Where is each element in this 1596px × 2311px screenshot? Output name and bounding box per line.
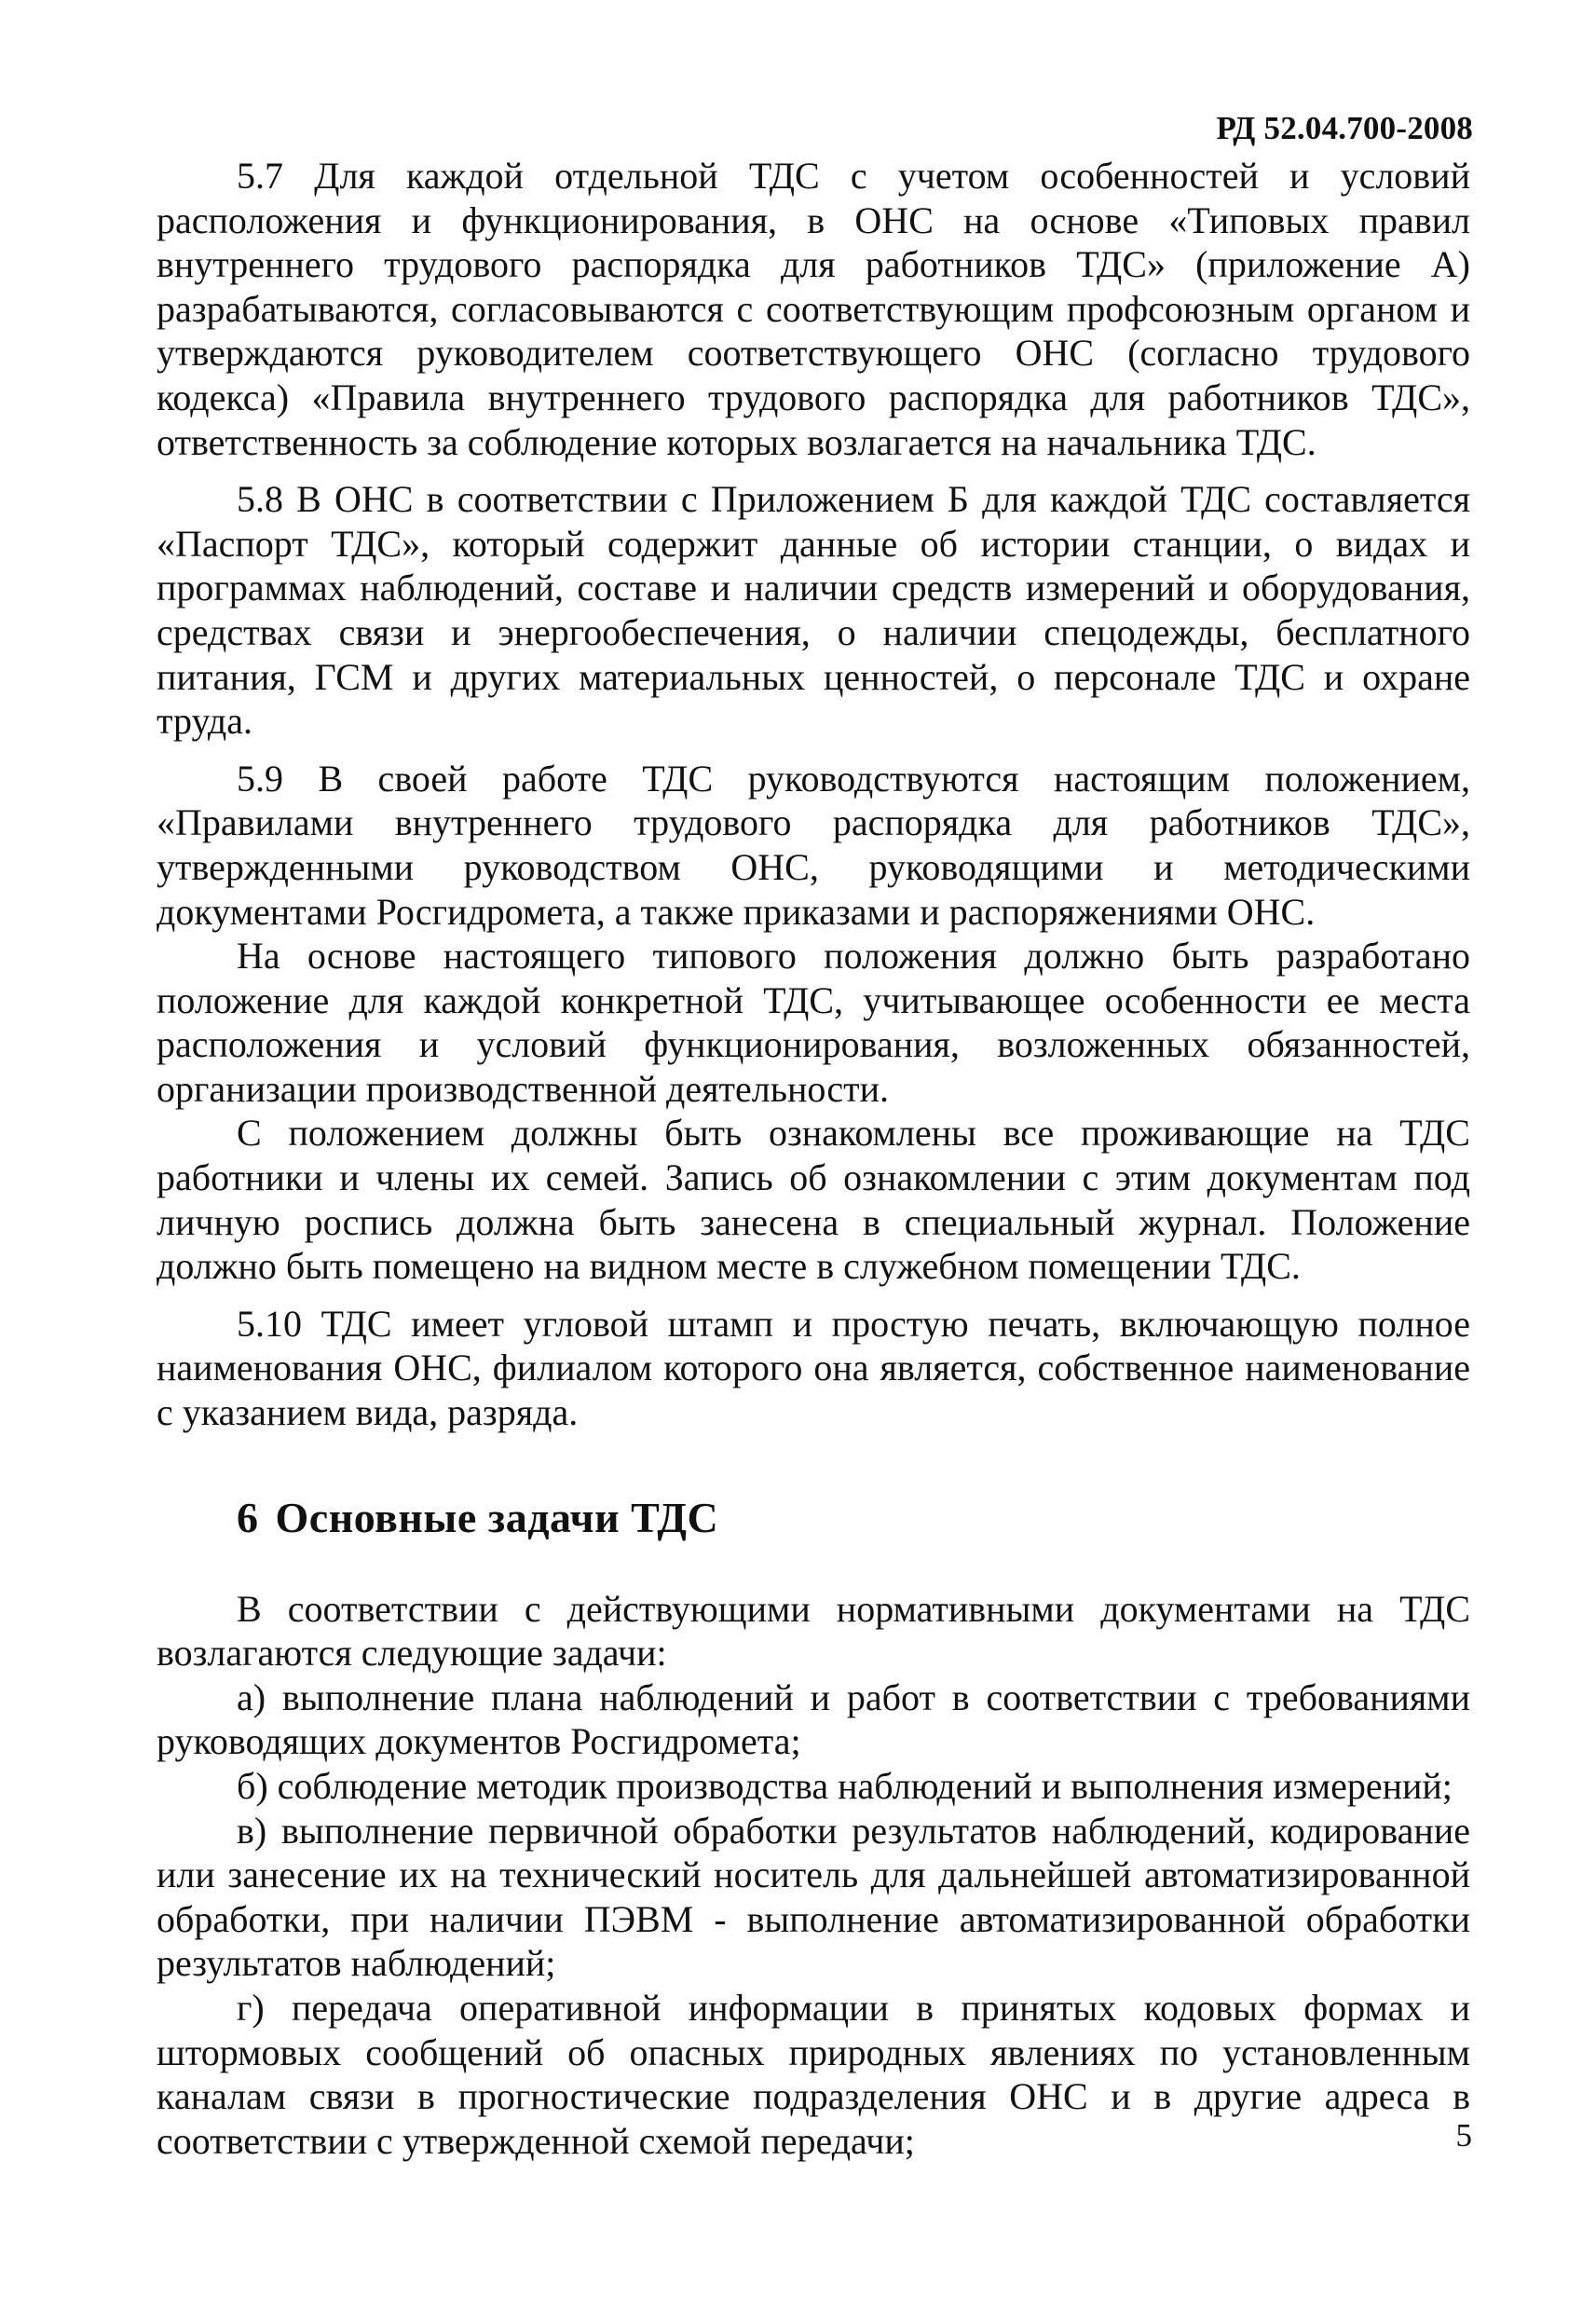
paragraph-5-8: 5.8 В ОНС в соответствии с Приложением Б для каждой ТДС составляется «Паспорт ТДС», который содержит данные об истории станции, о видах и программах наблюдений, составе и наличии средств измерений и оборудования, средствах связи и энергообеспечения, о наличии спецодежды, бесплатного питания, ГСМ и других материальных ценностей, о персонале ТДС и охране труда.: [157, 478, 1470, 743]
section-number: 6: [237, 1493, 259, 1541]
document-code-header: РД 52.04.700-2008: [1216, 110, 1473, 146]
list-item-b: б) соблюдение методик производства наблюдений и выполнения измерений;: [237, 1765, 1453, 1807]
paragraph-5-9: 5.9 В своей работе ТДС руководствуются настоящим положением, «Правилами внутреннего трудового распорядка для работников ТДС», утвержденными руководством ОНС, руководящими и методическими документами Росгидромета, а также приказами и распоряжениями ОНС.: [157, 757, 1470, 933]
paragraph-5-10: 5.10 ТДС имеет угловой штамп и простую печать, включающую полное наименования ОНС, филиалом которого она является, собственное наименование с указанием вида, разряда.: [157, 1302, 1470, 1434]
list-item-a: а) выполнение плана наблюдений и работ в соответствии с требованиями руководящих документов Росгидромета;: [157, 1675, 1470, 1763]
list-item-v: в) выполнение первичной обработки результатов наблюдений, кодирование или занесение их на технический носитель для дальнейшей автоматизированной обработки, при наличии ПЭВМ - выполнение автоматизированной обработки результатов наблюдений;: [157, 1809, 1470, 1985]
paragraph-tasks-intro: В соответствии с действующими нормативными документами на ТДС возлагаются следующие задачи:: [157, 1587, 1470, 1675]
page-number: 5: [1455, 2117, 1472, 2154]
paragraph-5-7: 5.7 Для каждой отдельной ТДС с учетом особенностей и условий расположения и функционирования, в ОНС на основе «Типовых правил внутреннего трудового распорядка для работников ТДС» (приложение А) разрабатываются, согласовываются с соответствующим профсоюзным органом и утверждаются руководителем соответствующего ОНС (согласно трудового кодекса) «Правила внутреннего трудового распорядка для работников ТДС», ответственность за соблюдение которых возлагается на начальника ТДС.: [157, 155, 1470, 463]
page-content: [157, 154, 1470, 2163]
section-heading: [157, 1493, 1470, 1542]
paragraph-acquaintance: С положением должны быть ознакомлены все проживающие на ТДС работники и члены их семей. Запись об ознакомлении с этим документам под личную роспись должна быть занесена в специальный журнал. Положение должно быть помещено на видном месте в служебном помещении ТДС.: [157, 1112, 1470, 1288]
list-item-g: г) передача оперативной информации в принятых кодовых формах и штормовых сообщений об опасных природных явлениях по установленным каналам связи в прогностические подразделения ОНС и в другие адреса в соответствии с утвержденной схемой передачи;: [157, 1986, 1470, 2162]
section-title: Основные задачи ТДС: [275, 1493, 719, 1541]
paragraph-typical-regulation: На основе настоящего типового положения должно быть разработано положение для каждой конкретной ТДС, учитывающее особенности ее места расположения и условий функционирования, возложенных обязанностей, организации производственной деятельности.: [157, 935, 1470, 1110]
